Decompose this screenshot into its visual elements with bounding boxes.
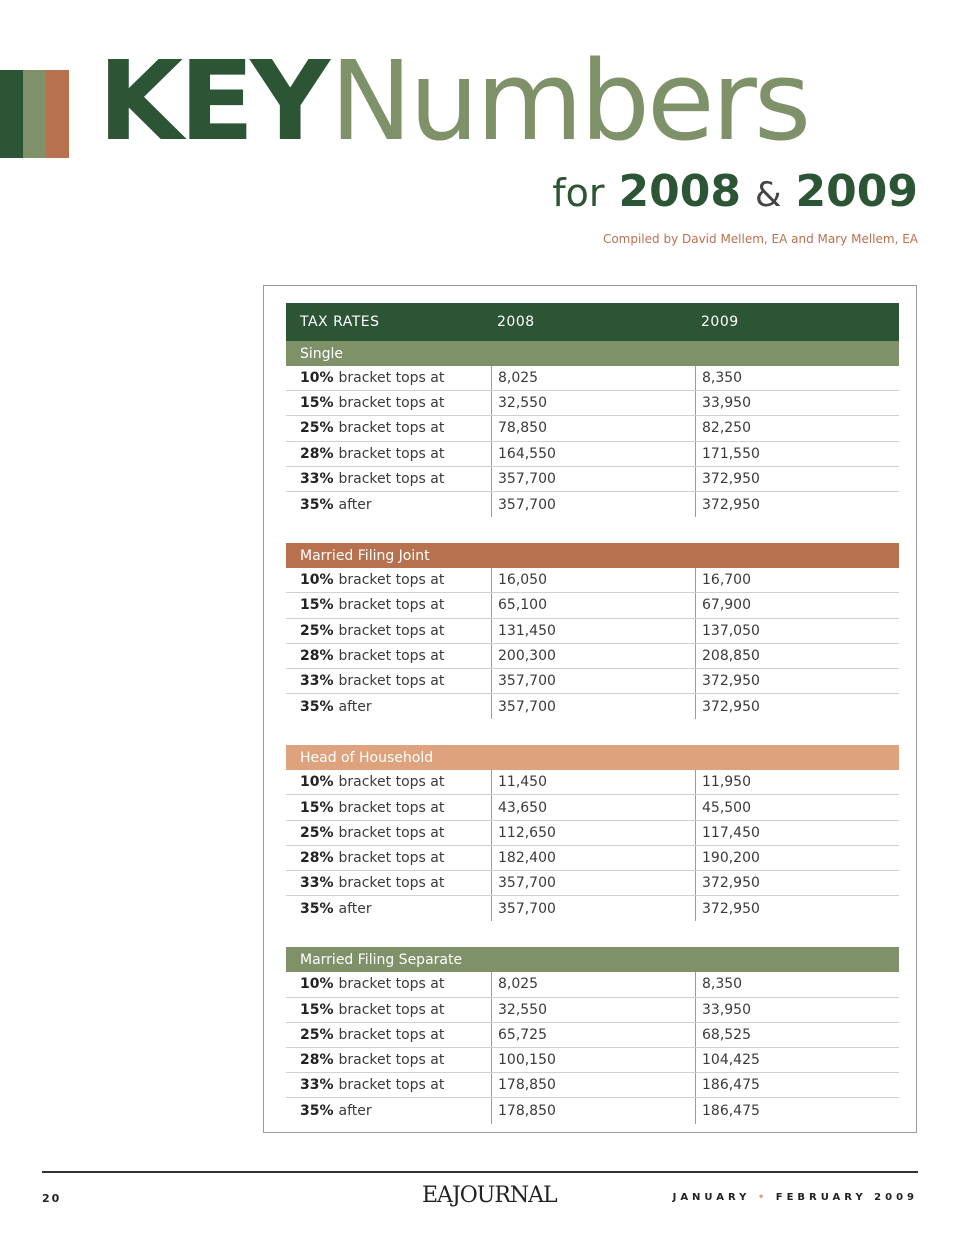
bracket-desc: bracket tops at [338, 1077, 445, 1094]
issue-date [673, 1192, 918, 1203]
value-2008: 357,700 [491, 467, 695, 491]
value-2008: 178,850 [491, 1073, 695, 1097]
section-single [286, 341, 899, 517]
value-2008: 357,700 [491, 492, 695, 517]
bracket-label [286, 593, 491, 617]
color-bars-decoration [0, 70, 69, 158]
bracket-desc: bracket tops at [338, 774, 445, 791]
value-2009: 372,950 [695, 467, 899, 491]
bracket-label [286, 972, 491, 996]
bracket-desc: bracket tops at [338, 572, 445, 589]
value-2008: 357,700 [491, 669, 695, 693]
table-row [286, 619, 899, 644]
value-2008: 200,300 [491, 644, 695, 668]
bracket-desc: bracket tops at [338, 875, 445, 892]
table-row [286, 694, 899, 719]
bracket-desc: bracket tops at [338, 395, 445, 412]
value-2008: 43,650 [491, 795, 695, 819]
bracket-label [286, 391, 491, 415]
bracket-label [286, 619, 491, 643]
bracket-rate: 33% [300, 875, 334, 892]
value-2009: 67,900 [695, 593, 899, 617]
bracket-rate: 35% [300, 1102, 334, 1119]
bracket-rate: 15% [300, 395, 334, 412]
footer-rule [42, 1171, 918, 1173]
bracket-label [286, 442, 491, 466]
value-2008: 178,850 [491, 1098, 695, 1123]
section-title: Married Filing Separate [286, 947, 899, 972]
bracket-rate: 10% [300, 976, 334, 993]
value-2009: 8,350 [695, 366, 899, 390]
subtitle-year-2009: 2009 [795, 166, 918, 217]
title-numbers: Numbers [330, 37, 809, 165]
value-2008: 32,550 [491, 998, 695, 1022]
value-2008: 65,100 [491, 593, 695, 617]
value-2009: 16,700 [695, 568, 899, 592]
table-row [286, 467, 899, 492]
value-2009: 372,950 [695, 871, 899, 895]
table-row [286, 1098, 899, 1123]
value-2008: 100,150 [491, 1048, 695, 1072]
bracket-label [286, 896, 491, 921]
value-2008: 357,700 [491, 694, 695, 719]
value-2008: 65,725 [491, 1023, 695, 1047]
table-row [286, 669, 899, 694]
table-row [286, 972, 899, 997]
color-bar-3 [46, 70, 69, 158]
value-2008: 11,450 [491, 770, 695, 794]
bracket-label [286, 694, 491, 719]
bracket-desc: bracket tops at [338, 420, 445, 437]
table-row [286, 391, 899, 416]
table-row [286, 1023, 899, 1048]
tax-rates-table [286, 303, 899, 1150]
value-2009: 82,250 [695, 416, 899, 440]
value-2008: 131,450 [491, 619, 695, 643]
section-title: Head of Household [286, 745, 899, 770]
bracket-desc: bracket tops at [338, 370, 445, 387]
bracket-desc: bracket tops at [338, 849, 445, 866]
bracket-label [286, 846, 491, 870]
section-married-filing-joint [286, 543, 899, 719]
value-2009: 372,950 [695, 896, 899, 921]
bracket-label [286, 644, 491, 668]
value-2009: 372,950 [695, 694, 899, 719]
bracket-desc: bracket tops at [338, 1001, 445, 1018]
section-head-of-household [286, 745, 899, 921]
subtitle-year-2008: 2008 [618, 166, 742, 217]
bracket-rate: 10% [300, 572, 334, 589]
value-2008: 357,700 [491, 896, 695, 921]
bracket-label [286, 795, 491, 819]
value-2008: 357,700 [491, 871, 695, 895]
bracket-label [286, 1073, 491, 1097]
bracket-label [286, 467, 491, 491]
value-2009: 11,950 [695, 770, 899, 794]
value-2009: 190,200 [695, 846, 899, 870]
bracket-label [286, 770, 491, 794]
bracket-rate: 25% [300, 420, 334, 437]
bracket-rate: 33% [300, 1077, 334, 1094]
value-2009: 8,350 [695, 972, 899, 996]
value-2009: 208,850 [695, 644, 899, 668]
bracket-rate: 28% [300, 445, 334, 462]
bracket-rate: 28% [300, 1052, 334, 1069]
table-row [286, 795, 899, 820]
bracket-desc: bracket tops at [338, 1052, 445, 1069]
bracket-desc: bracket tops at [338, 647, 445, 664]
bracket-rate: 33% [300, 470, 334, 487]
bracket-rate: 28% [300, 647, 334, 664]
bracket-label [286, 998, 491, 1022]
table-row [286, 871, 899, 896]
subtitle [552, 168, 918, 216]
header-tax-rates: TAX RATES [300, 314, 380, 330]
value-2009: 186,475 [695, 1073, 899, 1097]
value-2009: 104,425 [695, 1048, 899, 1072]
bracket-rate: 35% [300, 698, 334, 715]
bracket-label [286, 871, 491, 895]
value-2008: 112,650 [491, 821, 695, 845]
title-key: KEY [98, 37, 327, 165]
bracket-label [286, 492, 491, 517]
value-2009: 68,525 [695, 1023, 899, 1047]
subtitle-ampersand: & [755, 175, 782, 215]
byline: Compiled by David Mellem, EA and Mary Mellem, EA [602, 232, 918, 246]
value-2009: 45,500 [695, 795, 899, 819]
bracket-desc: bracket tops at [338, 445, 445, 462]
table-row [286, 896, 899, 921]
bracket-rate: 15% [300, 1001, 334, 1018]
value-2008: 78,850 [491, 416, 695, 440]
bracket-desc: bracket tops at [338, 672, 445, 689]
bracket-rate: 25% [300, 1026, 334, 1043]
value-2009: 33,950 [695, 998, 899, 1022]
value-2008: 182,400 [491, 846, 695, 870]
table-row [286, 1048, 899, 1073]
color-bar-1 [0, 70, 23, 158]
table-row [286, 998, 899, 1023]
table-row [286, 366, 899, 391]
color-bar-2 [23, 70, 46, 158]
bracket-desc: bracket tops at [338, 976, 445, 993]
table-row [286, 492, 899, 517]
table-row [286, 846, 899, 871]
subtitle-for: for [552, 171, 605, 215]
value-2009: 372,950 [695, 669, 899, 693]
bracket-label [286, 416, 491, 440]
issue-separator: • [757, 1192, 769, 1203]
header-2008: 2008 [497, 314, 535, 330]
bracket-desc: bracket tops at [338, 470, 445, 487]
value-2008: 8,025 [491, 366, 695, 390]
value-2009: 372,950 [695, 492, 899, 517]
bracket-rate: 10% [300, 370, 334, 387]
bracket-desc: after [338, 900, 372, 917]
bracket-desc: after [338, 1102, 372, 1119]
bracket-rate: 15% [300, 799, 334, 816]
value-2008: 16,050 [491, 568, 695, 592]
page-number: 20 [42, 1192, 62, 1205]
table-row [286, 568, 899, 593]
bracket-rate: 25% [300, 622, 334, 639]
bracket-label [286, 1023, 491, 1047]
bracket-desc: bracket tops at [338, 799, 445, 816]
bracket-label [286, 1098, 491, 1123]
ea-journal-logo: EAJOURNAL [422, 1183, 557, 1208]
header-2009: 2009 [701, 314, 739, 330]
table-row [286, 593, 899, 618]
section-title: Married Filing Joint [286, 543, 899, 568]
table-row [286, 442, 899, 467]
bracket-rate: 15% [300, 597, 334, 614]
value-2009: 186,475 [695, 1098, 899, 1123]
value-2008: 164,550 [491, 442, 695, 466]
table-header-row [286, 303, 899, 341]
bracket-rate: 35% [300, 496, 334, 513]
bracket-label [286, 821, 491, 845]
bracket-desc: bracket tops at [338, 824, 445, 841]
bracket-label [286, 568, 491, 592]
table-row [286, 416, 899, 441]
bracket-rate: 10% [300, 774, 334, 791]
table-row [286, 770, 899, 795]
table-row [286, 1073, 899, 1098]
bracket-label [286, 669, 491, 693]
bracket-rate: 28% [300, 849, 334, 866]
value-2009: 117,450 [695, 821, 899, 845]
bracket-desc: bracket tops at [338, 622, 445, 639]
issue-month-february: FEBRUARY 2009 [775, 1192, 918, 1203]
bracket-desc: after [338, 496, 372, 513]
bracket-rate: 33% [300, 672, 334, 689]
section-married-filing-separate [286, 947, 899, 1123]
bracket-rate: 25% [300, 824, 334, 841]
table-row [286, 644, 899, 669]
value-2009: 33,950 [695, 391, 899, 415]
bracket-label [286, 1048, 491, 1072]
bracket-label [286, 366, 491, 390]
table-row [286, 821, 899, 846]
bracket-rate: 35% [300, 900, 334, 917]
bracket-desc: after [338, 698, 372, 715]
value-2009: 171,550 [695, 442, 899, 466]
issue-month-january: JANUARY [672, 1192, 751, 1203]
bracket-desc: bracket tops at [338, 1026, 445, 1043]
value-2009: 137,050 [695, 619, 899, 643]
value-2008: 8,025 [491, 972, 695, 996]
bracket-desc: bracket tops at [338, 597, 445, 614]
table-sections [286, 341, 899, 1124]
value-2008: 32,550 [491, 391, 695, 415]
section-title: Single [286, 341, 899, 366]
